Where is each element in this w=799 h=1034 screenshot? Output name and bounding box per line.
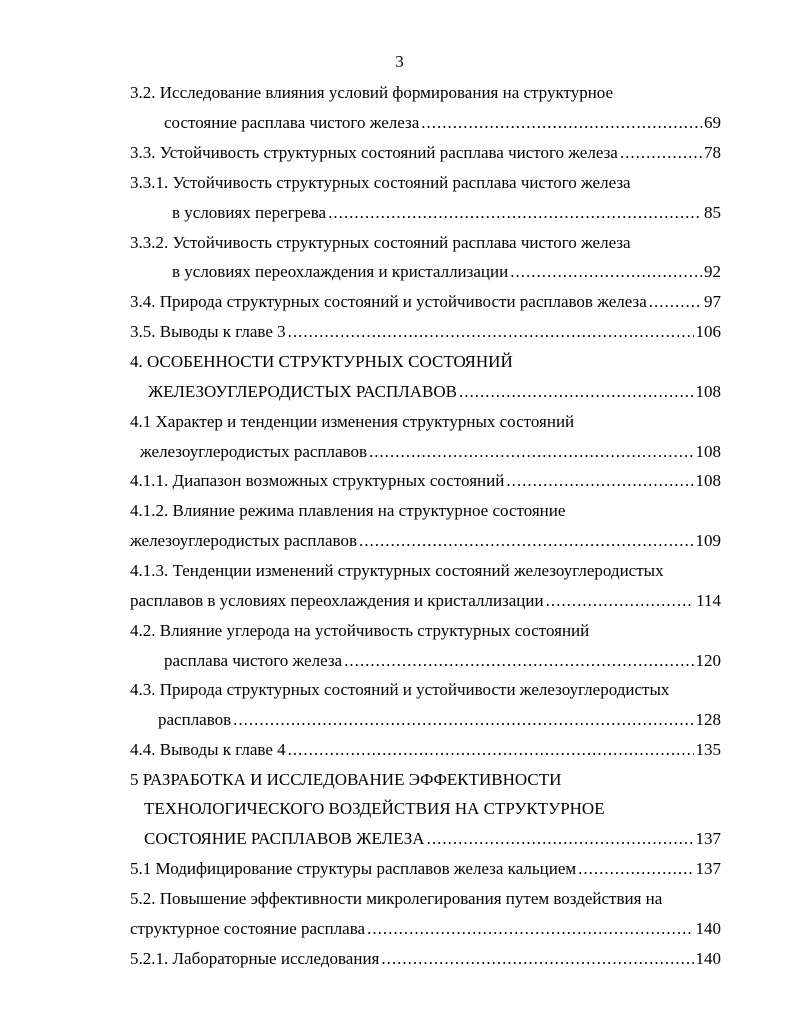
toc-entry-page: 137 xyxy=(695,829,721,848)
leader-dots xyxy=(427,827,694,851)
leader-dots xyxy=(359,529,694,553)
toc-entry xyxy=(130,410,574,434)
toc-entry xyxy=(140,440,721,464)
leader-dots xyxy=(506,469,693,493)
toc-entry-text: 4.1.3. Тенденции изменений структурных состояний железоуглеродистых xyxy=(130,561,664,580)
toc-entry xyxy=(164,111,721,135)
leader-dots xyxy=(288,738,694,762)
toc-entry xyxy=(130,81,613,105)
toc-entry xyxy=(130,529,721,553)
toc-entry xyxy=(130,678,669,702)
leader-dots xyxy=(233,708,693,732)
toc-entry-page: 78 xyxy=(704,143,721,162)
toc-entry xyxy=(158,708,721,732)
toc-entry-page: 137 xyxy=(695,859,721,878)
toc-entry-text: 5.1 Модифицирование структуры расплавов железа кальцием xyxy=(130,859,577,878)
toc-entry xyxy=(164,649,721,673)
toc-entry xyxy=(130,469,721,493)
toc-entry xyxy=(130,499,565,523)
leader-dots xyxy=(288,320,694,344)
toc-entry-page: 140 xyxy=(695,949,721,968)
leader-dots xyxy=(546,589,695,613)
toc-entry xyxy=(144,797,605,821)
toc-entry-page: 106 xyxy=(695,322,721,341)
toc-entry-text: расплава чистого железа xyxy=(164,651,343,670)
toc-entry-page: 108 xyxy=(695,442,721,461)
toc-entry-page: 108 xyxy=(695,471,721,490)
leader-dots xyxy=(367,917,693,941)
toc-entry xyxy=(130,619,589,643)
toc-entry xyxy=(130,141,721,165)
toc-entry-text: расплавов в условиях переохлаждения и кристаллизации xyxy=(130,591,544,610)
page-number: 3 xyxy=(395,52,404,71)
toc-entry-page: 85 xyxy=(704,203,721,222)
toc-entry-text: 3.2. Исследование влияния условий формирования на структурное xyxy=(130,83,614,102)
toc-entry xyxy=(130,857,721,881)
toc-entry-text: 4.4. Выводы к главе 4 xyxy=(130,740,286,759)
toc-entry xyxy=(130,589,721,613)
toc-entry-page: 114 xyxy=(696,591,721,610)
toc-entry-text: 4.3. Природа структурных состояний и устойчивости железоуглеродистых xyxy=(130,680,670,699)
toc-entry-text: в условиях перегрева xyxy=(172,203,327,222)
toc-entry xyxy=(130,171,631,195)
toc-entry-text: в условиях переохлаждения и кристаллизации xyxy=(172,262,509,281)
toc-entry-text: расплавов xyxy=(158,710,232,729)
toc-entry-text: 4.2. Влияние углерода на устойчивость структурных состояний xyxy=(130,621,590,640)
toc-entry xyxy=(130,738,721,762)
leader-dots xyxy=(578,857,693,881)
toc-entry xyxy=(172,260,721,284)
leader-dots xyxy=(369,440,694,464)
leader-dots xyxy=(328,201,702,225)
toc-entry xyxy=(130,350,513,374)
leader-dots xyxy=(344,649,693,673)
toc-entry xyxy=(130,947,721,971)
toc-entry-page: 108 xyxy=(695,382,721,401)
toc-entry-page: 128 xyxy=(695,710,721,729)
toc-entry-text: 3.3.2. Устойчивость структурных состояний расплава чистого железа xyxy=(130,233,631,252)
leader-dots xyxy=(649,290,702,314)
toc-entry-text: железоуглеродистых расплавов xyxy=(140,442,367,461)
leader-dots xyxy=(381,947,693,971)
toc-entry-text: 4.1.1. Диапазон возможных структурных состояний xyxy=(130,471,505,490)
toc-entry-text: структурное состояние расплава xyxy=(130,919,366,938)
toc-entry-text: железоуглеродистых расплавов xyxy=(130,531,357,550)
toc-entry xyxy=(130,231,631,255)
leader-dots xyxy=(510,260,702,284)
toc-entry-text: 3.5. Выводы к главе 3 xyxy=(130,322,286,341)
toc-entry-text: 5 РАЗРАБОТКА И ИССЛЕДОВАНИЕ ЭФФЕКТИВНОСТИ xyxy=(130,770,562,789)
toc-entry-text: 3.3. Устойчивость структурных состояний расплава чистого железа xyxy=(130,143,618,162)
toc-entry-text: СОСТОЯНИЕ РАСПЛАВОВ ЖЕЛЕЗА xyxy=(144,829,425,848)
toc-entry xyxy=(130,887,662,911)
toc-entry xyxy=(130,768,561,792)
toc-entry-page: 109 xyxy=(695,531,721,550)
toc-entry xyxy=(148,380,721,404)
toc-entry-text: 4. ОСОБЕННОСТИ СТРУКТУРНЫХ СОСТОЯНИЙ xyxy=(130,352,513,371)
toc-entry-text: ЖЕЛЕЗОУГЛЕРОДИСТЫХ РАСПЛАВОВ xyxy=(148,382,457,401)
toc-entry xyxy=(172,201,721,225)
toc-entry-page: 97 xyxy=(704,292,721,311)
toc-entry xyxy=(130,917,721,941)
toc-entry xyxy=(144,827,721,851)
toc-entry-page: 69 xyxy=(704,113,721,132)
leader-dots xyxy=(421,111,702,135)
toc-entry-text: ТЕХНОЛОГИЧЕСКОГО ВОЗДЕЙСТВИЯ НА СТРУКТУРНОЕ xyxy=(144,799,605,818)
toc-entry-text: 3.4. Природа структурных состояний и устойчивости расплавов железа xyxy=(130,292,647,311)
toc-entry xyxy=(130,290,721,314)
toc-entry-page: 135 xyxy=(695,740,721,759)
toc-entry-page: 140 xyxy=(695,919,721,938)
toc-entry-text: 4.1.2. Влияние режима плавления на структурное состояние xyxy=(130,501,566,520)
toc-entry-text: 3.3.1. Устойчивость структурных состояний расплава чистого железа xyxy=(130,173,631,192)
toc-entry xyxy=(130,559,664,583)
toc-entry-page: 92 xyxy=(704,262,721,281)
leader-dots xyxy=(620,141,702,165)
toc-entry-text: 4.1 Характер и тенденции изменения структурных состояний xyxy=(130,412,575,431)
toc-entry-text: 5.2.1. Лабораторные исследования xyxy=(130,949,380,968)
toc-entry-text: 5.2. Повышение эффективности микролегирования путем воздействия на xyxy=(130,889,663,908)
leader-dots xyxy=(459,380,694,404)
toc-entry-page: 120 xyxy=(695,651,721,670)
toc-entry-text: состояние расплава чистого железа xyxy=(164,113,420,132)
toc-entry xyxy=(130,320,721,344)
